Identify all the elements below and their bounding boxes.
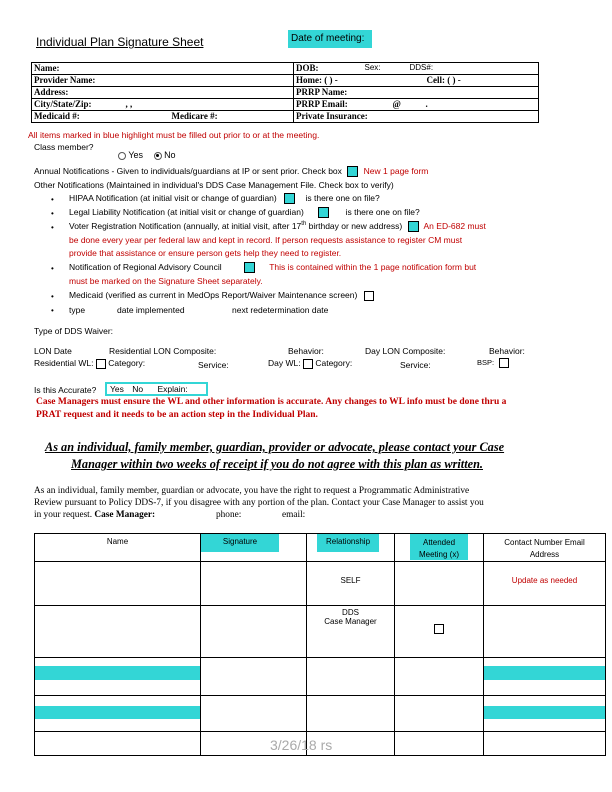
cell-phone-label: Cell: ( ) -: [426, 75, 461, 85]
bullet-icon: •: [51, 292, 54, 301]
behavior-label-2: Behavior:: [489, 346, 525, 356]
hipaa-label: HIPAA Notification (at initial visit or change of guardian): [69, 193, 277, 203]
name-header: Name: [35, 534, 201, 562]
residential-wl-label: Residential WL:: [34, 358, 94, 368]
annual-notifications-label: Annual Notifications - Given to individuals/guardians at IP or sent prior. Check box: [34, 166, 342, 176]
new-form-note: New 1 page form: [363, 166, 429, 176]
relationship-header: Relationship: [307, 534, 395, 562]
voter-row: [69, 221, 486, 232]
medicaid-field[interactable]: [32, 111, 294, 123]
medicare-label: Medicare #:: [171, 111, 218, 121]
prrp-name-field[interactable]: PRRP Name:: [294, 87, 539, 99]
city-commas: , ,: [125, 99, 133, 109]
name-field[interactable]: Name:: [32, 63, 294, 75]
prrp-email-field[interactable]: [294, 99, 539, 111]
relationship-cell[interactable]: [307, 658, 395, 696]
home-phone-label: Home: ( ) -: [296, 75, 338, 85]
contact-cell[interactable]: [484, 658, 606, 696]
cm-phone-label: phone:: [216, 510, 242, 520]
signature-cell[interactable]: [201, 696, 307, 732]
bullet-icon: •: [51, 264, 54, 273]
category-label-1: Category:: [108, 358, 146, 368]
medicaid-row: [69, 290, 374, 301]
class-member-yes-label: Yes: [128, 150, 144, 160]
date-of-meeting-label[interactable]: Date of meeting:: [288, 30, 372, 48]
rights-request-text: in your request.: [34, 510, 95, 520]
voter-red-note-2: be done every year per federal law and kept in record. If person requests assistance to register CM must: [69, 235, 463, 245]
phone-field[interactable]: [294, 75, 539, 87]
private-insurance-field[interactable]: Private Insurance:: [294, 111, 539, 123]
wl-accuracy-note-2: PRAT request and it needs to be an action step in the Individual Plan.: [36, 410, 318, 420]
bullet-icon: •: [51, 223, 54, 232]
rights-line-1: As an individual, family member, guardian or advocate, you have the right to request a Programmatic Administrative: [34, 486, 470, 496]
email-at: @: [392, 99, 401, 109]
relationship-cell: SELF: [307, 562, 395, 606]
attended-cell[interactable]: [395, 696, 484, 732]
day-wl-row: [268, 358, 352, 369]
voter-label-a: Voter Registration Notification (annually, at initial visit, after 17: [69, 221, 302, 231]
next-redetermination-label: next redetermination date: [232, 305, 329, 315]
service-label-2: Service:: [400, 360, 431, 370]
rights-line-3: [34, 510, 155, 520]
contact-cell[interactable]: Update as needed: [484, 562, 606, 606]
contact-heading-1: As an individual, family member, guardian, provider or advocate, please contact your Case: [45, 440, 505, 454]
blue-highlight-notice: All items marked in blue highlight must be filled out prior to or at the meeting.: [28, 130, 320, 140]
medicaid-checkbox[interactable]: [364, 291, 374, 301]
accuracy-no[interactable]: No: [132, 384, 144, 394]
legal-checkbox[interactable]: [318, 207, 329, 218]
page-title: Individual Plan Signature Sheet: [36, 35, 204, 49]
class-member-no-radio[interactable]: [154, 152, 162, 160]
accuracy-label: Is this Accurate?: [34, 385, 97, 395]
attended-cell[interactable]: [395, 562, 484, 606]
provider-name-field[interactable]: Provider Name:: [32, 75, 294, 87]
attended-checkbox[interactable]: [434, 624, 444, 634]
wl-accuracy-note-1: Case Managers must ensure the WL and other information is accurate. Any changes to WL info must be done thru a: [36, 397, 507, 407]
info-table: [31, 62, 539, 123]
relationship-cell[interactable]: [307, 696, 395, 732]
hipaa-row: [69, 193, 380, 204]
regional-label: Notification of Regional Advisory Council: [69, 262, 222, 272]
day-wl-checkbox[interactable]: [303, 359, 313, 369]
attended-cell[interactable]: [395, 732, 484, 756]
accuracy-explain: Explain:: [157, 384, 188, 394]
sex-label: Sex:: [364, 63, 381, 72]
class-member-label: Class member?: [34, 142, 94, 152]
signature-cell[interactable]: [201, 658, 307, 696]
contact-heading-2: Manager within two weeks of receipt if you do not agree with this plan as written.: [71, 457, 483, 471]
accuracy-box[interactable]: [105, 382, 208, 396]
relationship-cell: DDS Case Manager: [307, 606, 395, 658]
voter-red-note: An ED-682 must: [423, 221, 486, 231]
bsp-checkbox[interactable]: [499, 358, 509, 368]
table-row: [35, 606, 606, 658]
annual-notifications-checkbox[interactable]: [347, 166, 358, 177]
class-member-yes-radio[interactable]: [118, 152, 126, 160]
class-member-no-label: No: [164, 150, 176, 160]
contact-header: Contact Number Email Address: [484, 534, 606, 562]
regional-row: [69, 262, 476, 273]
table-row: [35, 562, 606, 606]
medicaid-label: Medicaid #:: [34, 111, 80, 121]
bsp-label: BSP:: [477, 358, 495, 367]
date-implemented-label: date implemented: [117, 305, 185, 315]
contact-cell[interactable]: [484, 696, 606, 732]
prrp-email-label: PRRP Email:: [296, 99, 348, 109]
hipaa-question: is there one on file?: [305, 193, 380, 203]
name-cell[interactable]: [35, 732, 201, 756]
contact-cell[interactable]: [484, 732, 606, 756]
voter-red-note-3: provide that assistance or ensure person gets help they need to register.: [69, 248, 342, 258]
bullet-icon: •: [51, 209, 54, 218]
regional-checkbox[interactable]: [244, 262, 255, 273]
legal-label: Legal Liability Notification (at initial visit or change of guardian): [69, 207, 304, 217]
dob-label: DOB:: [296, 63, 319, 73]
regional-red-note-2: must be marked on the Signature Sheet separately.: [69, 276, 263, 286]
signature-cell[interactable]: [201, 606, 307, 658]
case-manager-label: Case Manager:: [94, 510, 156, 520]
medicaid-verify-label: Medicaid (verified as current in MedOps Report/Waiver Maintenance screen): [69, 290, 358, 300]
city-state-zip-field[interactable]: [32, 99, 294, 111]
class-member-radio-group: [118, 150, 176, 160]
signature-cell[interactable]: [201, 562, 307, 606]
other-notifications-text: Other Notifications (Maintained in individual's DDS Case Management File. Check box to verify): [34, 180, 394, 190]
hipaa-checkbox[interactable]: [284, 193, 295, 204]
bsp-row: [477, 358, 509, 368]
attended-cell[interactable]: [395, 606, 484, 658]
residential-wl-row: [34, 358, 145, 369]
voter-checkbox[interactable]: [408, 221, 419, 232]
table-row: [35, 696, 606, 732]
voter-label-b: birthday or new address): [306, 221, 403, 231]
cm-email-label: email:: [282, 510, 306, 520]
waiver-type-label: Type of DDS Waiver:: [34, 326, 114, 336]
type-label: type: [69, 305, 86, 315]
dob-field[interactable]: [294, 63, 539, 75]
residential-lon-label: Residential LON Composite:: [109, 346, 217, 356]
service-label-1: Service:: [198, 360, 229, 370]
behavior-label-1: Behavior:: [288, 346, 324, 356]
name-cell[interactable]: [35, 606, 201, 658]
name-cell[interactable]: [35, 658, 201, 696]
legal-row: [69, 207, 420, 218]
bullet-icon: •: [51, 195, 54, 204]
signature-table: [34, 533, 606, 756]
email-dot: .: [425, 99, 428, 109]
day-wl-label: Day WL:: [268, 358, 301, 368]
accuracy-yes[interactable]: Yes: [110, 384, 124, 394]
voter-superscript: th: [301, 221, 307, 228]
signature-header: Signature: [201, 534, 307, 562]
legal-question: is there one on file?: [345, 207, 420, 217]
regional-red-note: This is contained within the 1 page notification form but: [269, 262, 477, 272]
bullet-icon: •: [51, 306, 54, 315]
day-lon-label: Day LON Composite:: [365, 346, 446, 356]
footer-date: 3/26/18 rs: [270, 737, 333, 753]
annual-notifications-text: [34, 166, 428, 177]
lon-date-label: LON Date: [34, 346, 72, 356]
contact-cell[interactable]: [484, 606, 606, 658]
residential-wl-checkbox[interactable]: [96, 359, 106, 369]
name-cell[interactable]: [35, 696, 201, 732]
name-cell[interactable]: [35, 562, 201, 606]
attended-header: Attended Meeting (x): [395, 534, 484, 562]
table-row: [35, 658, 606, 696]
dds-label: DDS#:: [409, 63, 434, 72]
attended-cell[interactable]: [395, 658, 484, 696]
rights-line-2: Review pursuant to Policy DDS-7, if you disagree with any portion of the plan. Contact your Case Manager to assist you: [34, 498, 484, 508]
category-label-2: Category:: [315, 358, 353, 368]
address-field[interactable]: Address:: [32, 87, 294, 99]
city-state-zip-label: City/State/Zip:: [34, 99, 92, 109]
